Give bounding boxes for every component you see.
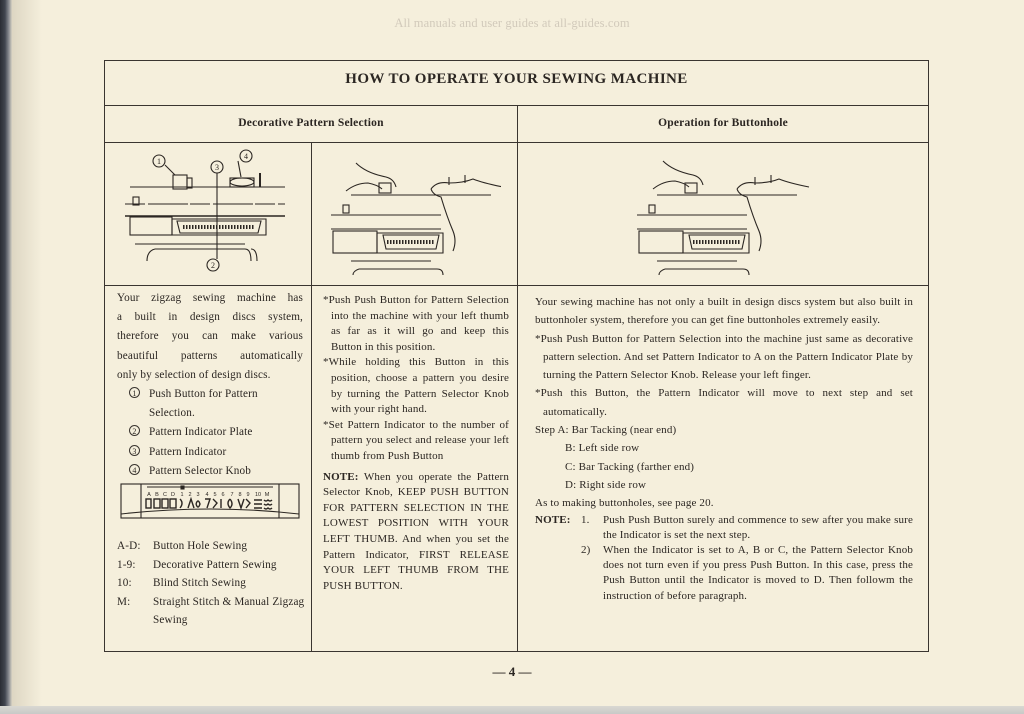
- instruction-step: *Push Push Button for Pattern Selection into the machine just same as decorative pattern selection. And set Pattern Indicator to A on the Pattern Indicator Plate by turning the Pattern Selector Knob. Release your left finger.: [535, 332, 913, 382]
- decorative-note: [323, 470, 509, 595]
- note-text: When you operate the Pattern Selector Knob, KEEP PUSH BUTTON FOR PATTERN SELECTION IN THE LOWEST POSITION WITH YOUR LEFT THUMB. And when you set the Pattern Indicator, FIRST RELEASE YOUR LEFT THUMB FROM THE PUSH BUTTON.: [323, 470, 509, 592]
- buttonhole-instructions: [535, 293, 913, 604]
- step-item: B: Left side row: [565, 442, 640, 455]
- code-row: A-D: Button Hole Sewing: [117, 540, 248, 552]
- buttonhole-intro: Your sewing machine has not only a built in design discs system but also built in buttonholer system, therefore you can get fine buttonholes extremely easily.: [535, 296, 913, 327]
- heading-decorative-pattern: Decorative Pattern Selection: [238, 117, 384, 129]
- book-spine: [0, 0, 12, 714]
- decorative-instructions: [323, 293, 509, 594]
- svg-text:6: 6: [221, 492, 225, 498]
- instruction-step: *Set Pattern Indicator to the number of pattern you select and release your left thumb from Push Button: [323, 418, 509, 462]
- intro-line: a built in design discs system,: [117, 311, 303, 324]
- pattern-indicator-plate-illustration: [119, 482, 301, 522]
- instruction-step: *Push Push Button for Pattern Selection into the machine with your left thumb as far as it will go and keep this Button in this position.: [323, 294, 509, 353]
- legend-item: 1 Push Button for Pattern Selection.: [117, 385, 303, 423]
- buttonhole-hand-illustration: [633, 151, 813, 281]
- code-row: 10: Blind Stitch Sewing: [117, 577, 246, 589]
- divider-main-columns: [517, 106, 518, 652]
- watermark: All manuals and user guides at all-guides.com: [394, 16, 630, 30]
- step-item: C: Bar Tacking (farther end): [565, 460, 695, 473]
- intro-line: beautiful patterns automatically: [117, 349, 303, 362]
- legend-item: 2 Pattern Indicator Plate: [117, 423, 303, 442]
- svg-text:A: A: [147, 492, 151, 498]
- svg-text:7: 7: [230, 492, 234, 498]
- step-item: D: Right side row: [565, 478, 647, 491]
- svg-text:10: 10: [254, 492, 262, 498]
- callout-3: 3: [215, 163, 219, 172]
- svg-text:M: M: [264, 492, 270, 498]
- buttonhole-steps: [535, 421, 913, 494]
- svg-text:8: 8: [238, 492, 242, 498]
- legend-item: 3 Pattern Indicator: [117, 443, 303, 462]
- heading-buttonhole: Operation for Buttonhole: [658, 117, 788, 129]
- callout-1: 1: [157, 157, 161, 166]
- see-page-reference: As to making buttonholes, see page 20.: [535, 497, 714, 510]
- page-bottom-edge: [0, 706, 1024, 714]
- push-button-hand-illustration: [331, 151, 501, 281]
- pattern-code-list: [117, 537, 307, 630]
- spine-shadow: [12, 0, 42, 714]
- instruction-step: *Push this Button, the Pattern Indicator will move to next step and set automatically.: [535, 387, 913, 418]
- callout-4: 4: [244, 152, 248, 161]
- callout-number: 3: [129, 445, 140, 456]
- divider-left-columns: [311, 143, 312, 652]
- page-number: — 4 —: [492, 664, 532, 679]
- svg-text:9: 9: [246, 492, 250, 498]
- intro-line: only by selection of design discs.: [117, 368, 271, 381]
- svg-text:3: 3: [196, 492, 200, 498]
- intro-line: therefore you can make various: [117, 330, 303, 343]
- instruction-step: *While holding this Button in this position, choose a pattern you desire by turning the Pattern Selector Knob with your right hand.: [323, 356, 509, 416]
- svg-text:C: C: [163, 492, 167, 498]
- note-label: NOTE:: [535, 513, 571, 526]
- buttonhole-note-2: 2) When the Indicator is set to A, B or C, the Pattern Selector Knob does not turn even if you press Push Button. In this case, press the Push Button until the Indicator is moved to D. Then followm the instruction of before paragraph.: [581, 543, 913, 602]
- callout-number: 4: [129, 464, 140, 475]
- callout-number: 2: [129, 425, 140, 436]
- legend-item: 4 Pattern Selector Knob: [117, 462, 303, 481]
- svg-text:4: 4: [205, 492, 209, 498]
- svg-text:1: 1: [180, 492, 184, 498]
- note-label: NOTE:: [323, 470, 359, 483]
- callout-number: 1: [129, 387, 140, 398]
- svg-text:B: B: [155, 492, 159, 498]
- svg-text:2: 2: [188, 492, 192, 498]
- callout-2: 2: [211, 261, 215, 270]
- intro-line: Your zigzag sewing machine has: [117, 292, 303, 304]
- decorative-intro: [117, 289, 303, 481]
- step-item: Step A: Bar Tacking (near end): [535, 424, 677, 437]
- code-row: 1-9: Decorative Pattern Sewing: [117, 558, 277, 571]
- machine-parts-illustration: [125, 149, 295, 279]
- buttonhole-note-1: NOTE: 1. Push Push Button surely and commence to sew after you make sure the Indicator is set the next step.: [535, 513, 913, 543]
- svg-text:D: D: [171, 492, 175, 498]
- page-title: HOW TO OPERATE YOUR SEWING MACHINE: [345, 71, 688, 87]
- code-row: M: Straight Stitch & Manual Zigzag Sewing: [117, 595, 305, 626]
- instruction-table: [104, 60, 929, 652]
- svg-text:5: 5: [213, 492, 217, 498]
